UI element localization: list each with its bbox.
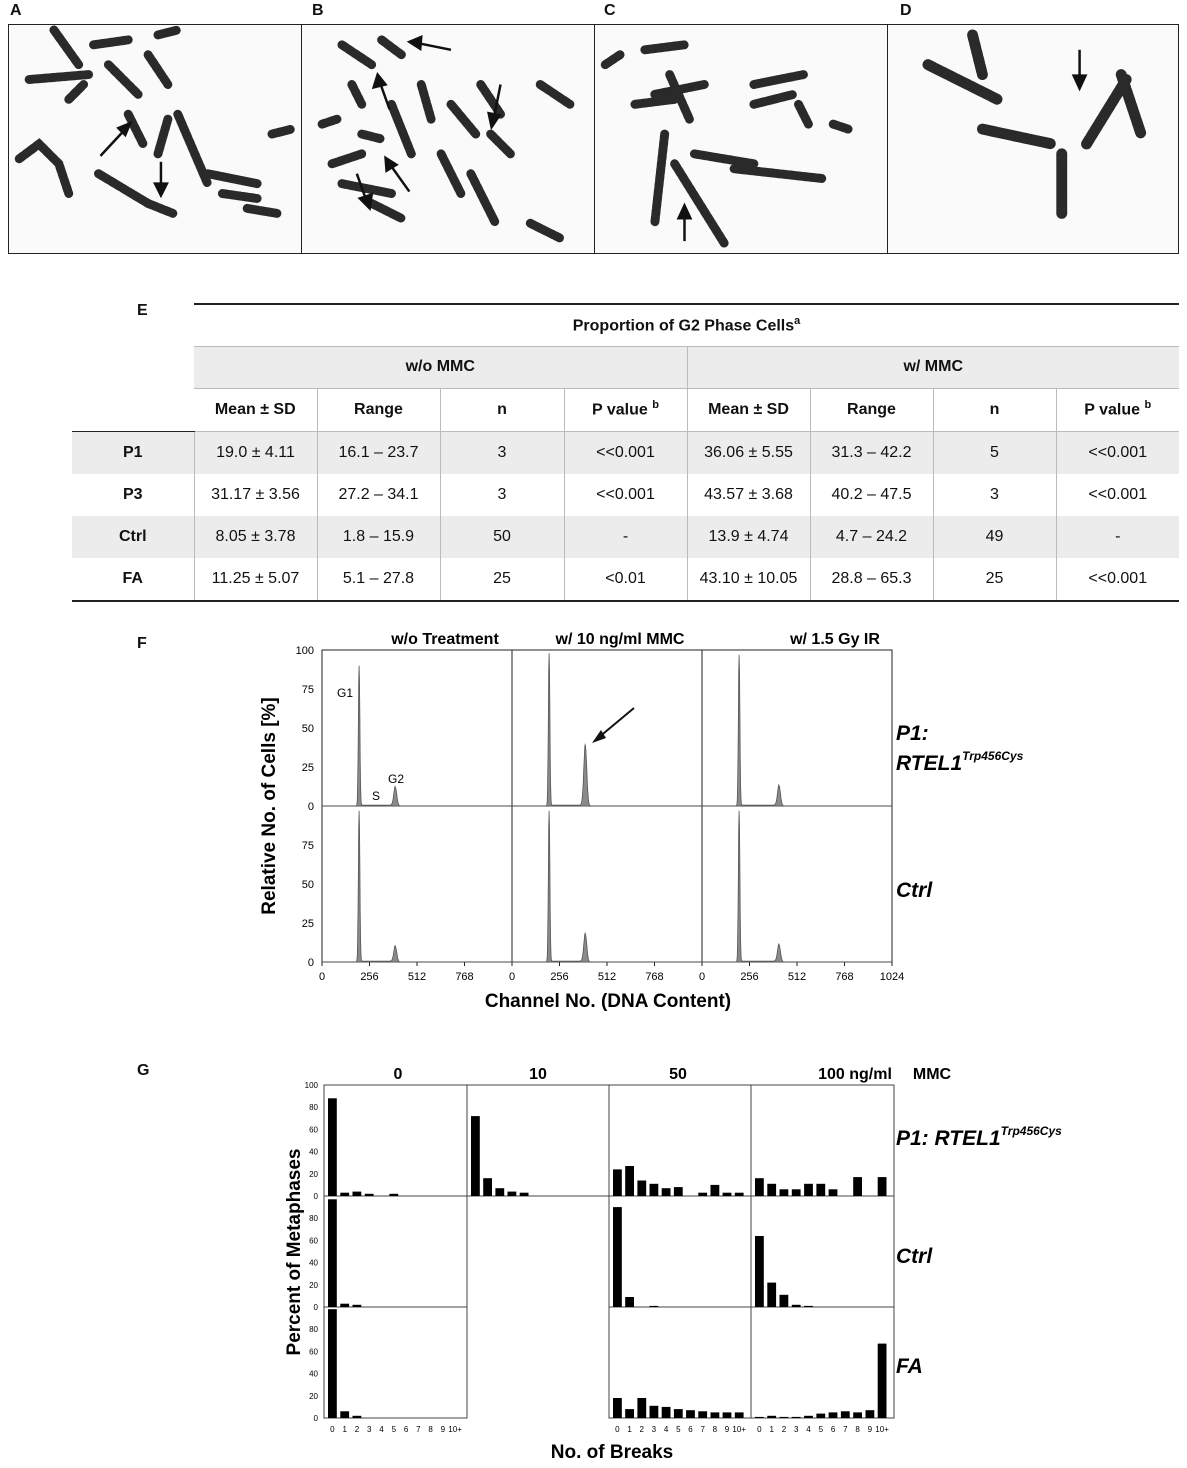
table-cell: 13.9 ± 4.74: [687, 516, 810, 558]
x-tick-label: 3: [366, 1425, 372, 1434]
y-tick-label: 60: [309, 1347, 318, 1357]
panel-label-f: F: [137, 635, 147, 652]
x-tick-label: 4: [379, 1425, 384, 1434]
x-tick-label: 256: [550, 971, 569, 983]
y-tick-label: 75: [301, 840, 314, 852]
units-label: MMC: [912, 1066, 952, 1083]
x-tick-label: 0: [508, 971, 516, 983]
bar: [878, 1177, 887, 1196]
table-cell: 43.10 ± 10.05: [687, 558, 810, 601]
table-cell: 3: [440, 431, 564, 474]
subplot-frame: [751, 1085, 894, 1196]
row-label: P1: [72, 431, 194, 474]
table-cell: -: [1056, 516, 1179, 558]
x-tick-label: 768: [455, 971, 474, 983]
y-tick-label: 0: [313, 1192, 318, 1201]
y-tick-label: 0: [313, 1303, 318, 1312]
x-tick-label: 7: [416, 1425, 421, 1434]
bar: [780, 1417, 789, 1418]
table-cell: -: [564, 516, 687, 558]
x-tick-label: 4: [663, 1425, 669, 1434]
bar: [328, 1199, 337, 1307]
y-tick-label: 50: [301, 879, 314, 891]
chromosome-image-b: [302, 25, 594, 253]
bar: [650, 1406, 659, 1418]
x-tick-label: 512: [787, 971, 807, 983]
x-tick-label: 9: [440, 1425, 446, 1434]
x-tick-label: 0: [698, 971, 706, 983]
bar: [792, 1305, 801, 1307]
x-tick-label: 3: [793, 1425, 799, 1434]
x-axis-label: Channel No. (DNA Content): [484, 991, 732, 1012]
group-header-without-mmc: w/o MMC: [194, 346, 687, 388]
bar: [328, 1309, 337, 1418]
bar: [365, 1194, 374, 1196]
bar: [340, 1411, 349, 1418]
bar: [816, 1184, 825, 1196]
y-tick-label: 80: [309, 1103, 318, 1113]
panel-label-b: B: [312, 2, 324, 19]
y-tick-label: 0: [307, 801, 314, 813]
table-cell: 3: [440, 474, 564, 516]
bar: [878, 1344, 887, 1418]
panel-label-d: D: [900, 2, 912, 19]
bar: [735, 1412, 744, 1418]
bar: [662, 1188, 671, 1196]
x-tick-label: 8: [428, 1425, 433, 1434]
bar: [353, 1305, 362, 1307]
y-tick-label: 20: [309, 1169, 318, 1179]
bar: [471, 1116, 480, 1196]
table-cell: 16.1 – 23.7: [317, 431, 440, 474]
y-tick-label: 25: [301, 762, 314, 774]
g2-phase-table: [72, 303, 1179, 602]
y-tick-label: 80: [309, 1325, 318, 1335]
bar: [328, 1098, 337, 1196]
histogram-series: [702, 811, 892, 962]
table-cell: 31.17 ± 3.56: [194, 474, 317, 516]
subplot-frame: [324, 1196, 467, 1307]
bar: [353, 1416, 362, 1418]
bar: [792, 1417, 801, 1418]
x-tick-label: 1024: [879, 971, 905, 983]
y-tick-label: 60: [309, 1125, 318, 1135]
table-cell: <<0.001: [564, 474, 687, 516]
table-cell: 11.25 ± 5.07: [194, 558, 317, 601]
y-axis-label: Percent of Metaphases: [284, 1148, 305, 1356]
table-cell: 40.2 – 47.5: [810, 474, 933, 516]
x-tick-label: 1: [627, 1425, 632, 1434]
table-cell: 3: [933, 474, 1056, 516]
bar: [767, 1184, 776, 1196]
column-header: n: [440, 388, 564, 431]
subplot-frame: [609, 1307, 751, 1418]
column-header: n: [933, 388, 1056, 431]
x-tick-label: 5: [676, 1425, 681, 1434]
bar: [804, 1306, 813, 1307]
table-cell: 1.8 – 15.9: [317, 516, 440, 558]
table-cell: 36.06 ± 5.55: [687, 431, 810, 474]
bar: [780, 1189, 789, 1196]
bar: [520, 1193, 529, 1196]
bar: [483, 1178, 492, 1196]
micrograph-d: [887, 24, 1179, 254]
x-tick-label: 768: [835, 971, 854, 983]
x-tick-label: 1: [342, 1425, 347, 1434]
bar: [686, 1410, 695, 1418]
x-axis-label: No. of Breaks: [550, 1442, 674, 1463]
bar: [841, 1411, 850, 1418]
table-title: Proportion of G2 Phase Cells$^a$: [194, 304, 1179, 346]
column-title: w/ 10 ng/ml MMC: [555, 631, 685, 648]
row-label-fa: FA: [896, 1355, 923, 1378]
table-cell: 50: [440, 516, 564, 558]
x-tick-label: 0: [318, 971, 326, 983]
chromosome-image-c: [595, 25, 887, 253]
bar: [755, 1178, 764, 1196]
x-tick-label: 10+: [875, 1425, 889, 1434]
x-tick-label: 9: [724, 1425, 730, 1434]
panel-label-a: A: [10, 2, 22, 19]
x-tick-label: 0: [330, 1425, 335, 1434]
subplot-frame: [324, 1307, 467, 1418]
column-header: P value $^b$: [1056, 388, 1179, 431]
bar: [637, 1181, 646, 1197]
subplot-frame: [751, 1307, 894, 1418]
bar: [735, 1193, 744, 1196]
bar: [755, 1417, 764, 1418]
y-tick-label: 50: [301, 723, 314, 735]
bar: [853, 1177, 862, 1196]
table-cell: <0.01: [564, 558, 687, 601]
bar: [755, 1236, 764, 1307]
table-cell: 49: [933, 516, 1056, 558]
y-tick-label: 40: [309, 1258, 318, 1268]
bar: [698, 1411, 707, 1418]
y-tick-label: 25: [301, 918, 314, 930]
bar: [866, 1410, 875, 1418]
bar: [853, 1412, 862, 1418]
y-tick-label: 80: [309, 1214, 318, 1224]
bar: [613, 1207, 622, 1307]
group-header-with-mmc: w/ MMC: [687, 346, 1179, 388]
table-cell: <<0.001: [1056, 558, 1179, 601]
table-cell: 28.8 – 65.3: [810, 558, 933, 601]
x-tick-label: 6: [688, 1425, 693, 1434]
table-cell: 8.05 ± 3.78: [194, 516, 317, 558]
bar: [625, 1409, 634, 1418]
bar: [829, 1412, 838, 1418]
x-tick-label: 5: [391, 1425, 397, 1434]
table-cell: 5: [933, 431, 1056, 474]
bar: [804, 1416, 813, 1418]
bar: [674, 1187, 683, 1196]
row-label-p1: P1:: [896, 722, 929, 745]
micrograph-c: [594, 24, 888, 254]
arrow-annotation: [598, 708, 634, 738]
column-title: 50: [669, 1066, 687, 1083]
x-tick-label: 5: [818, 1425, 824, 1434]
table-cell: <<0.001: [1056, 431, 1179, 474]
bar: [353, 1192, 362, 1196]
y-tick-label: 20: [309, 1280, 318, 1290]
subplot-frame: [324, 1085, 467, 1196]
peak-label-g1: G1: [337, 686, 354, 700]
x-tick-label: 8: [855, 1425, 860, 1434]
bar: [389, 1194, 398, 1196]
bar: [613, 1169, 622, 1196]
row-label: FA: [72, 558, 194, 601]
column-header: Mean ± SD: [194, 388, 317, 431]
y-axis-label: Relative No. of Cells [%]: [259, 697, 280, 915]
bar: [650, 1184, 659, 1196]
y-tick-label: 0: [313, 1414, 318, 1423]
bar: [625, 1166, 634, 1196]
bar: [674, 1409, 683, 1418]
x-tick-label: 1: [769, 1425, 774, 1434]
metaphase-breaks-chart: [0, 1055, 1187, 1465]
bar: [495, 1188, 504, 1196]
x-tick-label: 8: [712, 1425, 718, 1434]
subplot-frame: [609, 1196, 751, 1307]
x-tick-label: 2: [781, 1425, 787, 1434]
histogram-series: [702, 655, 892, 806]
column-header: Range: [810, 388, 933, 431]
table-cell: 25: [933, 558, 1056, 601]
bar: [508, 1192, 517, 1196]
table-cell: 19.0 ± 4.11: [194, 431, 317, 474]
table-cell: 27.2 – 34.1: [317, 474, 440, 516]
x-tick-label: 4: [806, 1425, 811, 1434]
row-label: P3: [122, 485, 143, 503]
column-header: Mean ± SD: [687, 388, 810, 431]
bar: [637, 1398, 646, 1418]
x-tick-label: 7: [700, 1425, 705, 1434]
y-tick-label: 100: [304, 1081, 318, 1090]
column-title: 0: [393, 1066, 403, 1083]
x-tick-label: 256: [360, 971, 379, 983]
bar: [613, 1398, 622, 1418]
x-tick-label: 256: [740, 971, 759, 983]
y-tick-label: 100: [295, 645, 314, 657]
bar: [804, 1184, 813, 1196]
micrograph-b: [301, 24, 595, 254]
y-tick-label: 40: [309, 1369, 318, 1379]
y-tick-label: 0: [307, 957, 314, 969]
panel-label-e: E: [137, 302, 148, 319]
bar: [829, 1189, 838, 1196]
panel-label-g: G: [137, 1062, 150, 1079]
column-header: P value $^b$: [564, 388, 687, 431]
row-label-gene: $RTEL1^{Trp456Cys}$: [896, 749, 1024, 775]
table-cell: 25: [440, 558, 564, 601]
x-tick-label: 10+: [448, 1425, 462, 1434]
histogram-series: [322, 811, 512, 962]
bar: [340, 1193, 349, 1196]
x-tick-label: 512: [597, 971, 617, 983]
y-tick-label: 20: [309, 1391, 318, 1401]
bar: [662, 1407, 671, 1418]
y-tick-label: 60: [309, 1236, 318, 1246]
peak-label-s: S: [372, 789, 381, 803]
table-cell: <<0.001: [564, 431, 687, 474]
x-tick-label: 6: [830, 1425, 836, 1434]
table-cell: 5.1 – 27.8: [317, 558, 440, 601]
chromosome-image-a: [9, 25, 301, 253]
bar: [625, 1297, 634, 1307]
bar: [816, 1414, 825, 1418]
x-tick-label: 768: [645, 971, 664, 983]
table-cell: <<0.001: [1056, 474, 1179, 516]
x-tick-label: 0: [757, 1425, 762, 1434]
x-tick-label: 0: [615, 1425, 620, 1434]
bar: [780, 1295, 789, 1307]
x-tick-label: 3: [651, 1425, 657, 1434]
bar: [711, 1185, 720, 1196]
bar: [767, 1416, 776, 1418]
chromosome-image-d: [888, 25, 1178, 253]
y-tick-label: 40: [309, 1147, 318, 1157]
x-tick-label: 2: [354, 1425, 360, 1434]
column-header: Range: [317, 388, 440, 431]
x-tick-label: 7: [843, 1425, 848, 1434]
table-cell: 31.3 – 42.2: [810, 431, 933, 474]
column-title: 10: [529, 1066, 547, 1083]
x-tick-label: 10+: [732, 1425, 746, 1434]
column-title: w/ 1.5 Gy IR: [790, 631, 880, 648]
bar: [723, 1193, 732, 1196]
row-label-ctrl: Ctrl: [896, 879, 933, 902]
bar: [767, 1283, 776, 1307]
bar: [698, 1193, 707, 1196]
flow-cytometry-chart: [0, 620, 1187, 1020]
bar: [792, 1189, 801, 1196]
x-tick-label: 512: [407, 971, 427, 983]
table-cell: 4.7 – 24.2: [810, 516, 933, 558]
histogram-series: [512, 811, 702, 962]
x-tick-label: 9: [867, 1425, 873, 1434]
bar: [711, 1412, 720, 1418]
x-tick-label: 2: [639, 1425, 644, 1434]
bar: [340, 1304, 349, 1307]
bar: [723, 1412, 732, 1418]
panel-label-c: C: [604, 2, 616, 19]
peak-label-g2: G2: [388, 772, 405, 786]
row-label-p1: P1: $RTEL1^{Trp456Cys}$: [896, 1124, 1062, 1150]
column-title: w/o Treatment: [391, 631, 499, 648]
row-label-ctrl: Ctrl: [896, 1245, 933, 1268]
bar: [650, 1306, 659, 1307]
x-tick-label: 6: [403, 1425, 409, 1434]
micrograph-a: [8, 24, 302, 254]
column-title: 100 ng/ml: [818, 1066, 892, 1083]
row-label: Ctrl: [72, 516, 194, 558]
y-tick-label: 75: [301, 684, 314, 696]
table-cell: 43.57 ± 3.68: [687, 474, 810, 516]
